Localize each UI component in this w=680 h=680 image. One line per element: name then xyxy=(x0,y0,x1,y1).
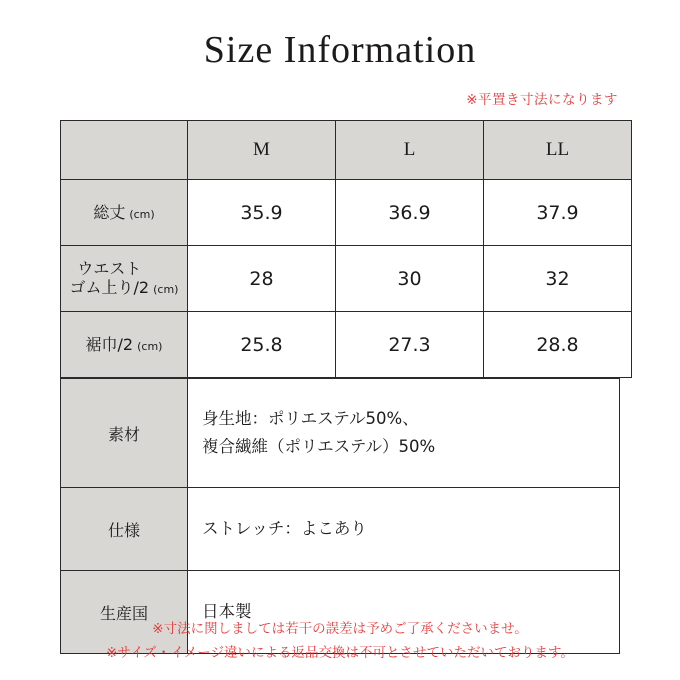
row-label-text-block xyxy=(70,259,150,297)
header-size-m: M xyxy=(188,121,336,180)
cell-spec-value: ストレッチ：よこあり xyxy=(188,488,620,571)
row-label-text: 裾巾/2 xyxy=(85,334,134,354)
cell-hem-width-m: 25.8 xyxy=(188,312,336,378)
row-label-country: 生産国 xyxy=(61,571,188,654)
row-label-line2: ゴム上り/2 xyxy=(69,278,150,298)
cell-total-length-ll: 37.9 xyxy=(484,180,632,246)
info-table-body xyxy=(61,379,620,654)
product-info-table xyxy=(60,378,620,654)
cell-waist-ll: 32 xyxy=(484,246,632,312)
row-label-text: 総丈 xyxy=(93,202,126,222)
cell-waist-l: 30 xyxy=(336,246,484,312)
size-measurements-table xyxy=(60,120,632,378)
header-size-l: L xyxy=(336,121,484,180)
size-table-header xyxy=(61,121,632,180)
row-label-material: 素材 xyxy=(61,379,188,488)
row-label-unit: (cm) xyxy=(129,208,155,221)
cell-total-length-m: 35.9 xyxy=(188,180,336,246)
row-label-waist xyxy=(61,246,188,312)
row-label-total-length xyxy=(61,180,188,246)
cell-hem-width-ll: 28.8 xyxy=(484,312,632,378)
footer-notes xyxy=(0,618,680,665)
size-table-body xyxy=(61,180,632,378)
table-row xyxy=(61,312,632,378)
cell-total-length-l: 36.9 xyxy=(336,180,484,246)
table-row xyxy=(61,488,620,571)
footer-note-measurement: ※寸法に関しましては若干の誤差は予めご了承くださいませ。 xyxy=(152,621,528,637)
footer-note-return-policy: ※サイズ・イメージ違いによる返品交換は不可とさせていただいております。 xyxy=(106,644,574,661)
row-label-unit: (cm) xyxy=(153,283,179,297)
row-label-line1: ウエスト xyxy=(77,258,142,278)
table-row xyxy=(61,180,632,246)
cell-material-value xyxy=(188,379,620,488)
table-row xyxy=(61,246,632,312)
page-title: Size Information xyxy=(203,29,477,71)
row-label-spec: 仕様 xyxy=(61,488,188,571)
flat-measurement-note: ※平置き寸法になります xyxy=(466,92,618,108)
row-label-unit: (cm) xyxy=(137,340,163,353)
header-size-ll: LL xyxy=(484,121,632,180)
header-blank-cell xyxy=(61,121,188,180)
cell-hem-width-l: 27.3 xyxy=(336,312,484,378)
material-line2: 複合繊維（ポリエステル）50% xyxy=(202,437,436,456)
table-row xyxy=(61,379,620,488)
cell-country-value: 日本製 xyxy=(188,571,620,654)
material-line1: 身生地：ポリエステル50%、 xyxy=(202,408,419,428)
cell-waist-m: 28 xyxy=(188,246,336,312)
table-header-row xyxy=(61,121,632,180)
row-label-hem-width xyxy=(61,312,188,378)
